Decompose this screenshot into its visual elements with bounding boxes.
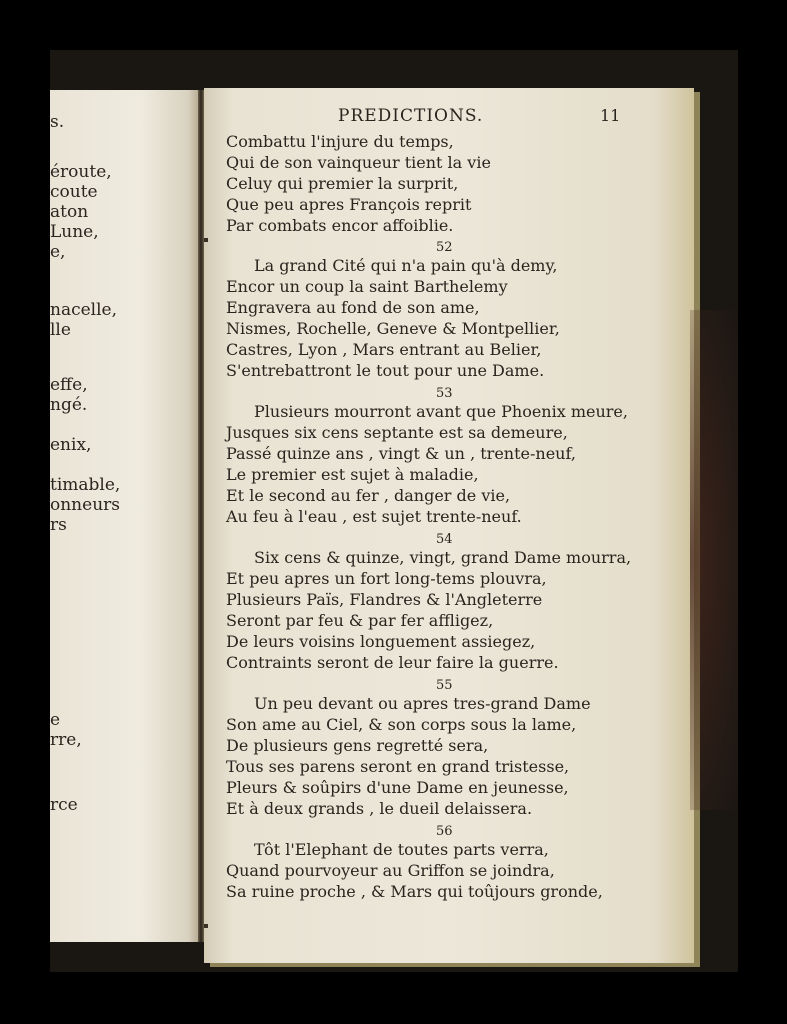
stanza-number: 53	[436, 386, 453, 401]
book-scan	[50, 50, 738, 972]
left-page-fragment: rce	[50, 795, 78, 815]
verse-line: Et peu apres un fort long-tems plouvra,	[226, 569, 547, 588]
verse-line: Le premier est sujet à maladie,	[226, 465, 479, 484]
left-page-fragment: e	[50, 710, 61, 730]
verse-line: Tôt l'Elephant de toutes parts verra,	[254, 840, 549, 859]
left-page-fragment: lle	[50, 320, 71, 340]
left-page-fragment: timable,	[50, 475, 121, 495]
verse-line: Un peu devant ou apres tres-grand Dame	[254, 694, 591, 713]
left-page-fragment: éroute,	[50, 162, 112, 182]
verse-line: Castres, Lyon , Mars entrant au Belier,	[226, 340, 542, 359]
verse-line: S'entrebattront le tout pour une Dame.	[226, 361, 545, 380]
verse-line: Nismes, Rochelle, Geneve & Montpellier,	[226, 319, 560, 338]
left-page-fragment: rs	[50, 515, 67, 535]
right-page	[204, 88, 694, 963]
verse-line: Que peu apres François reprit	[226, 195, 472, 214]
verse-line: Son ame au Ciel, & son corps sous la lame,	[226, 715, 577, 734]
left-page-fragment: rre,	[50, 730, 82, 750]
left-page-fragment: Lune,	[50, 222, 99, 242]
verse-line: Jusques six cens septante est sa demeure,	[226, 423, 568, 442]
page-edge-shadow	[690, 310, 738, 810]
left-page-fragment: coute	[50, 182, 98, 202]
verse-line: Combattu l'injure du temps,	[226, 132, 454, 151]
left-page-fragment: effe,	[50, 375, 88, 395]
binding-thread	[204, 238, 208, 242]
stanza-number: 52	[436, 240, 453, 255]
verse-line: Encor un coup la saint Barthelemy	[226, 277, 508, 296]
page-number: 11	[600, 106, 621, 125]
verse-line: Et à deux grands , le dueil delaissera.	[226, 799, 533, 818]
left-page-fragment: e,	[50, 242, 66, 262]
verse-line: De plusieurs gens regretté sera,	[226, 736, 489, 755]
verse-line: Seront par feu & par fer affligez,	[226, 611, 494, 630]
verse-line: Celuy qui premier la surprit,	[226, 174, 459, 193]
binding-thread	[204, 924, 208, 928]
verse-line: La grand Cité qui n'a pain qu'à demy,	[254, 256, 558, 275]
stanza-number: 55	[436, 678, 453, 693]
left-page-fragment: nacelle,	[50, 300, 118, 320]
verse-line: Plusieurs mourront avant que Phoenix meure,	[254, 402, 628, 421]
running-header: PREDICTIONS.	[338, 106, 484, 126]
verse-line: De leurs voisins longuement assiegez,	[226, 632, 536, 651]
verse-line: Quand pourvoyeur au Griffon se joindra,	[226, 861, 555, 880]
left-page-fragment: aton	[50, 202, 89, 222]
verse-line: Et le second au fer , danger de vie,	[226, 486, 511, 505]
left-page-fragment: ngé.	[50, 395, 88, 415]
stanza-number: 54	[436, 532, 453, 547]
stanza-number: 56	[436, 824, 453, 839]
verse-line: Plusieurs Païs, Flandres & l'Angleterre	[226, 590, 543, 609]
verse-line: Contraints seront de leur faire la guerre.	[226, 653, 559, 672]
verse-line: Pleurs & soûpirs d'une Dame en jeunesse,	[226, 778, 569, 797]
verse-line: Passé quinze ans , vingt & un , trente-neuf,	[226, 444, 576, 463]
verse-line: Engravera au fond de son ame,	[226, 298, 480, 317]
left-page-fragment: s.	[50, 112, 65, 132]
left-page-fragment: enix,	[50, 435, 92, 455]
left-page	[50, 90, 200, 942]
verse-line: Tous ses parens seront en grand tristesse,	[226, 757, 570, 776]
verse-line: Par combats encor affoiblie.	[226, 216, 454, 235]
verse-line: Au feu à l'eau , est sujet trente-neuf.	[226, 507, 522, 526]
verse-line: Six cens & quinze, vingt, grand Dame mourra,	[254, 548, 632, 567]
verse-line: Sa ruine proche , & Mars qui toûjours gronde,	[226, 882, 603, 901]
verse-line: Qui de son vainqueur tient la vie	[226, 153, 491, 172]
left-page-fragment: onneurs	[50, 495, 120, 515]
